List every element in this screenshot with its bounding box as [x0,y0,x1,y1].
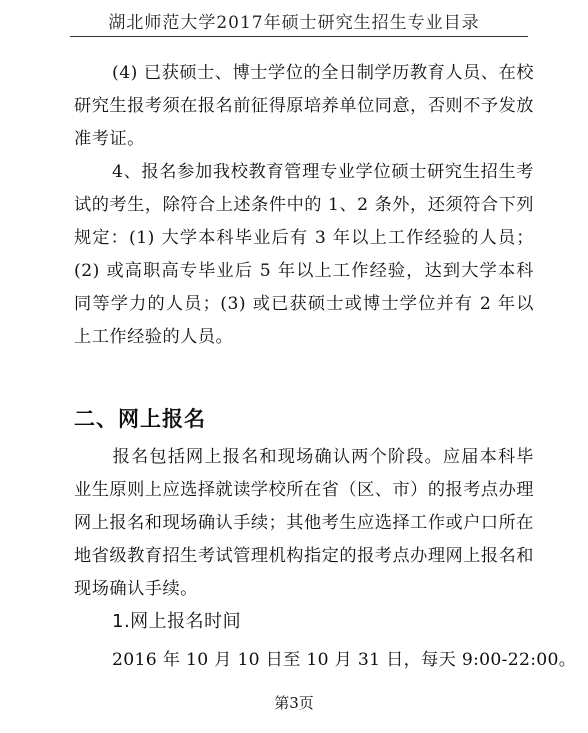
subsection-heading: 1.网上报名时间 [112,611,242,632]
paragraph-1 [74,57,534,156]
paragraph-3 [74,441,534,606]
registration-time: 2016 年 10 月 10 日至 10 月 31 日，每天 9:00-22:00。 [112,650,577,670]
header-divider [70,36,528,37]
paragraph-3-text: 报名包括网上报名和现场确认两个阶段。应届本科毕业生原则上应选择就读学校所在省（区、市）的报考点办理网上报名和现场确认手续；其他考生应选择工作或户口所在地省级教育招生考试管理机构指定的报考点办理网上报名和现场确认手续。 [74,447,534,599]
paragraph-2-text: 4、报名参加我校教育管理专业学位硕士研究生招生考试的考生，除符合上述条件中的 1、2 条外，还须符合下列规定：(1) 大学本科毕业后有 3 年以上工作经验的人员；(2) 或高职高专毕业后 5 年以上工作经验，达到大学本科同等学力的人员；(3) 或已获硕士或博士学位并有 2 年以上工作经验的人员。 [74,162,534,347]
page-header-title: 湖北师范大学2017年硕士研究生招生专业目录 [108,13,480,33]
section-heading: 二、网上报名 [74,407,206,431]
paragraph-1-text: (4) 已获硕士、博士学位的全日制学历教育人员、在校研究生报考须在报名前征得原培养单位同意，否则不予发放准考证。 [74,63,534,149]
paragraph-2 [74,156,534,354]
page-number: 第3页 [274,694,314,712]
